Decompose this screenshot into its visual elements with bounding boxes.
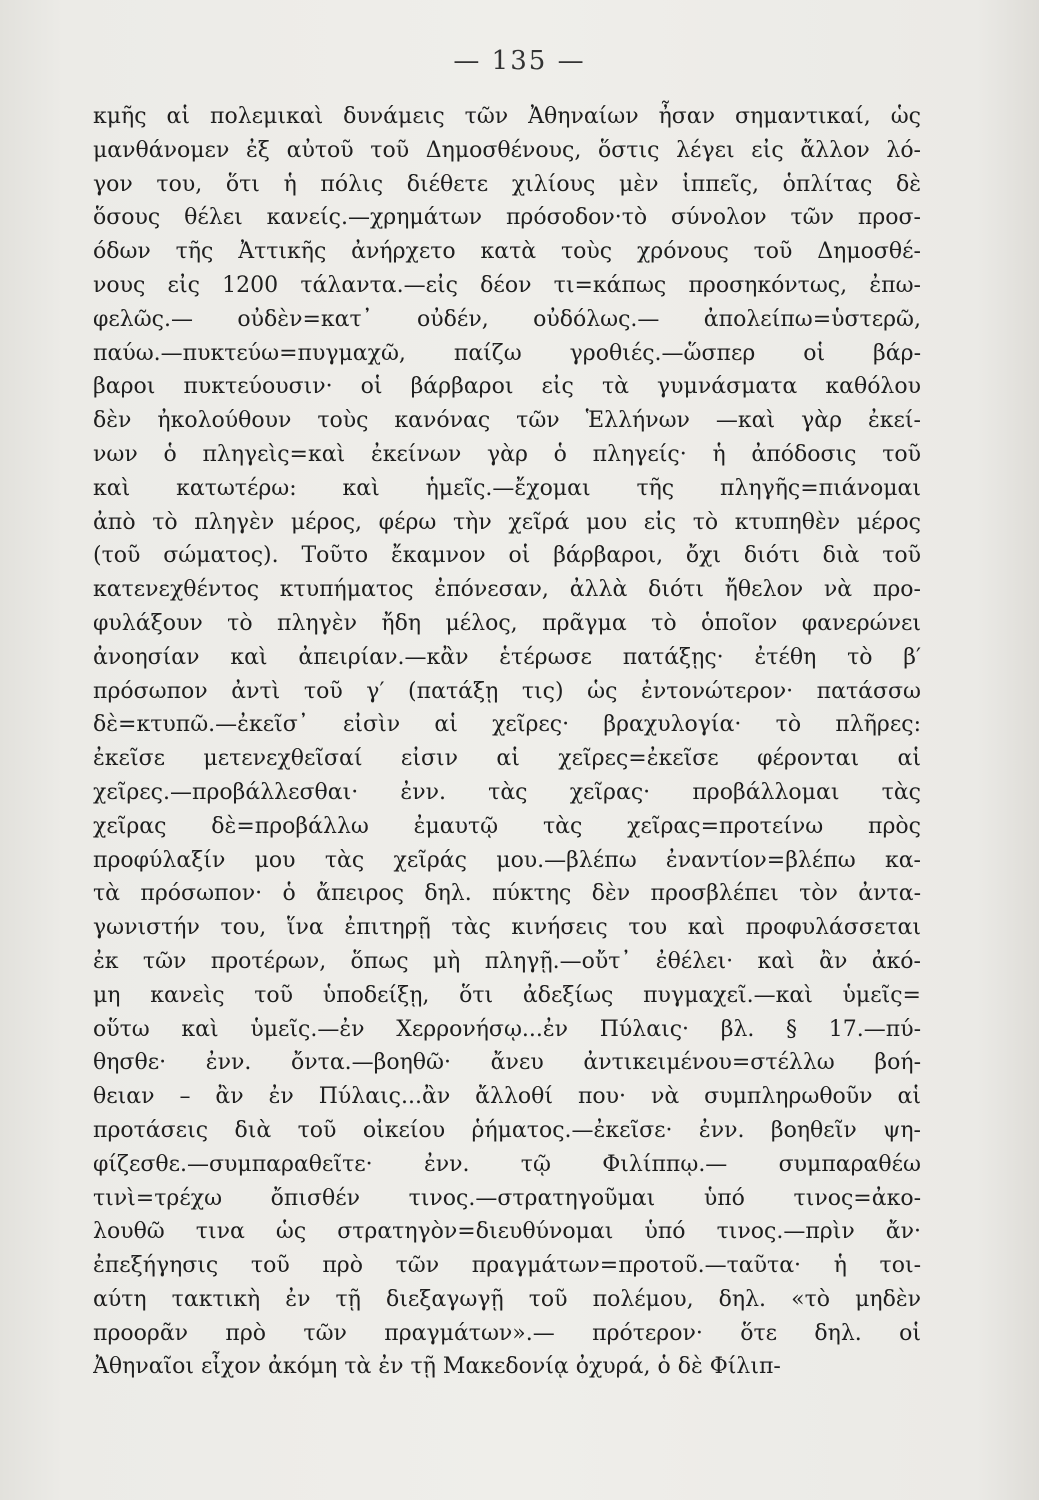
text-line: χεῖρας δὲ=προβάλλω ἐμαυτῷ τὰς χεῖρας=προτείνω πρὸς bbox=[93, 813, 921, 839]
text-line: φυλάξουν τὸ πληγὲν ἤδη μέλος, πρᾶγμα τὸ ὁποῖον φανερώνει bbox=[93, 610, 921, 636]
text-line: γον του, ὅτι ἡ πόλις διέθετε χιλίους μὲν ἱππεῖς, ὁπλίτας δὲ bbox=[93, 171, 921, 197]
text-line: κμῆς αἱ πολεμικαὶ δυνάμεις τῶν Ἀθηναίων ἦσαν σημαντικαί, ὡς bbox=[93, 104, 921, 129]
text-line: παύω.—πυκτεύω=πυγμαχῶ, παίζω γροθιές.—ὥσπερ οἱ βάρ- bbox=[93, 340, 921, 366]
text-line: προορᾶν πρὸ τῶν πραγμάτων».— πρότερον· ὅτε δηλ. οἱ bbox=[93, 1320, 921, 1346]
text-line: ἐπεξήγησις τοῦ πρὸ τῶν πραγμάτων=προτοῦ.—ταῦτα· ἡ τοι- bbox=[93, 1253, 921, 1279]
text-line: μη κανεὶς τοῦ ὑποδείξῃ, ὅτι ἀδεξίως πυγμαχεῖ.—καὶ ὑμεῖς= bbox=[93, 982, 921, 1008]
text-line: δὲν ἠκολούθουν τοὺς κανόνας τῶν Ἑλλήνων —καὶ γὰρ ἐκεί- bbox=[93, 408, 921, 434]
text-line: θειαν – ἂν ἐν Πύλαις...ἂν ἄλλοθί που· νὰ συμπληρωθοῦν αἱ bbox=[93, 1084, 921, 1110]
text-line: μανθάνομεν ἐξ αὐτοῦ τοῦ Δημοσθένους, ὅστις λέγει εἰς ἄλλον λό- bbox=[93, 137, 921, 163]
text-line: τινὶ=τρέχω ὄπισθέν τινος.—στρατηγοῦμαι ὑπό τινος=ἀκο- bbox=[93, 1185, 921, 1211]
text-line: αύτη τακτικὴ ἐν τῇ διεξαγωγῇ τοῦ πολέμου, δηλ. «τὸ μηδὲν bbox=[93, 1286, 921, 1312]
page-number: — 135 — bbox=[453, 46, 586, 76]
text-line: χεῖρες.—προβάλλεσθαι· ἐνν. τὰς χεῖρας· προβάλλομαι τὰς bbox=[93, 779, 921, 805]
text-line: ἀπὸ τὸ πληγὲν μέρος, φέρω τὴν χεῖρά μου εἰς τὸ κτυπηθὲν μέρος bbox=[93, 509, 921, 535]
text-line: φελῶς.— οὐδὲν=κατ᾽ οὐδέν, οὐδόλως.— ἀπολείπω=ὑστερῶ, bbox=[93, 306, 921, 332]
text-line: φίζεσθε.—συμπαραθεῖτε· ἐνν. τῷ Φιλίππῳ.— συμπαραθέω bbox=[93, 1151, 921, 1177]
text-line: (τοῦ σώματος). Τοῦτο ἔκαμνον οἱ βάρβαροι, ὄχι διότι διὰ τοῦ bbox=[93, 543, 921, 569]
text-line: τὰ πρόσωπον· ὁ ἄπειρος δηλ. πύκτης δὲν προσβλέπει τὸν ἀντα- bbox=[93, 881, 921, 907]
text-line: ἐκεῖσε μετενεχθεῖσαί εἰσιν αἱ χεῖρες=ἐκεῖσε φέρονται αἱ bbox=[93, 746, 921, 772]
text-line: προτάσεις διὰ τοῦ οἰκείου ῥήματος.—ἐκεῖσε· ἐνν. βοηθεῖν ψη- bbox=[93, 1117, 921, 1143]
text-line: κατενεχθέντος κτυπήματος ἐπόνεσαν, ἀλλὰ διότι ἤθελον νὰ προ- bbox=[93, 577, 921, 603]
text-line: οὕτω καὶ ὑμεῖς.—ἐν Χερρονήσῳ...ἐν Πύλαις· βλ. § 17.—πύ- bbox=[93, 1016, 921, 1042]
text-line: Ἀθηναῖοι εἶχον ἀκόμη τὰ ἐν τῇ Μακεδονίᾳ ὀχυρά, ὁ δὲ Φίλιπ- bbox=[93, 1354, 781, 1380]
text-line: προφύλαξίν μου τὰς χεῖράς μου.—βλέπω ἐναντίον=βλέπω κα- bbox=[93, 847, 921, 873]
text-line: καὶ κατωτέρω: καὶ ἡμεῖς.—ἔχομαι τῆς πληγῆς=πιάνομαι bbox=[93, 475, 921, 501]
text-line: ἐκ τῶν προτέρων, ὅπως μὴ πληγῇ.—οὔτ᾽ ἐθέλει· καὶ ἂν ἀκό- bbox=[93, 948, 921, 974]
text-line: νους εἰς 1200 τάλαντα.—εἰς δέον τι=κάπως προσηκόντως, ἐπω- bbox=[93, 272, 921, 298]
text-line: ὅσους θέλει κανείς.—χρημάτων πρόσοδον·τὸ σύνολον τῶν προσ- bbox=[93, 205, 921, 231]
text-line: γωνιστήν του, ἵνα ἐπιτηρῇ τὰς κινήσεις του καὶ προφυλάσσεται bbox=[93, 915, 921, 941]
text-line: λουθῶ τινα ὡς στρατηγὸν=διευθύνομαι ὑπό τινος.—πρὶν ἄν· bbox=[93, 1219, 921, 1245]
text-body bbox=[93, 100, 921, 1384]
text-line: ἀνοησίαν καὶ ἀπειρίαν.—κἂν ἑτέρωσε πατάξῃς· ἐτέθη τὸ β′ bbox=[93, 644, 921, 670]
text-line: πρόσωπον ἀντὶ τοῦ γ′ (πατάξῃ τις) ὡς ἐντονώτερον· πατάσσω bbox=[93, 678, 921, 704]
text-line: νων ὁ πληγεὶς=καὶ ἐκείνων γὰρ ὁ πληγείς· ἡ ἀπόδοσις τοῦ bbox=[93, 441, 921, 467]
text-line: θησθε· ἐνν. ὄντα.—βοηθῶ· ἄνευ ἀντικειμένου=στέλλω βοή- bbox=[93, 1050, 921, 1076]
text-line: δὲ=κτυπῶ.—ἐκεῖσ᾽ εἰσὶν αἱ χεῖρες· βραχυλογία· τὸ πλῆρες: bbox=[93, 712, 921, 738]
text-line: όδων τῆς Ἀττικῆς ἀνήρχετο κατὰ τοὺς χρόνους τοῦ Δημοσθέ- bbox=[93, 239, 921, 265]
text-line: βαροι πυκτεύουσιν· οἱ βάρβαροι εἰς τὰ γυμνάσματα καθόλου bbox=[93, 374, 921, 400]
